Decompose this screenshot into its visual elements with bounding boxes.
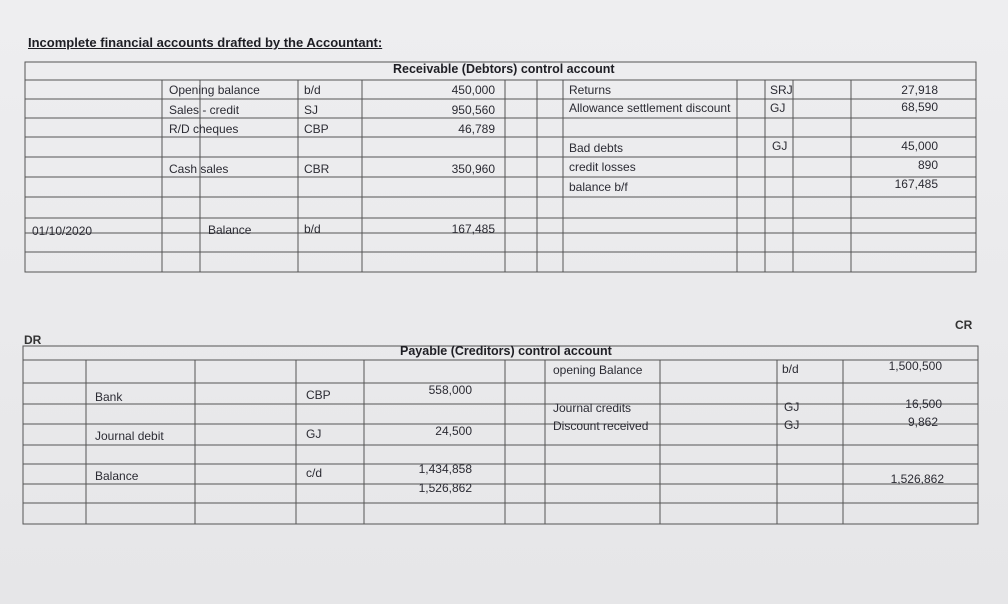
payable-credit-ref: b/d xyxy=(782,362,799,376)
payable-debit-ref: c/d xyxy=(306,466,323,480)
receivable-balance-date: 01/10/2020 xyxy=(32,224,93,238)
payable-credit-amount: 16,500 xyxy=(905,397,942,411)
payable-debit-ref: CBP xyxy=(306,388,331,402)
receivable-credit-amount: 167,485 xyxy=(894,177,938,191)
receivable-balance-amount: 167,485 xyxy=(451,222,495,236)
receivable-debit-amount: 350,960 xyxy=(451,162,495,176)
receivable-debit-ref: CBR xyxy=(304,162,330,176)
receivable-credit-amount: 45,000 xyxy=(901,139,938,153)
payable-credit-label: Discount received xyxy=(553,419,649,433)
receivable-credit-label: Allowance settlement discount xyxy=(569,101,731,115)
receivable-debit-amount: 450,000 xyxy=(451,83,495,97)
receivable-account-title: Receivable (Debtors) control account xyxy=(393,62,615,76)
page-heading: Incomplete financial accounts drafted by the Accountant: xyxy=(28,35,383,50)
payable-debit-ref: GJ xyxy=(306,427,322,441)
receivable-balance-label: Balance xyxy=(208,223,252,237)
debit-side-marker: DR xyxy=(24,333,42,347)
receivable-credit-label: balance b/f xyxy=(569,180,628,194)
receivable-credit-label: Returns xyxy=(569,83,612,97)
receivable-credit-amount: 890 xyxy=(917,158,938,172)
receivable-credit-amount: 68,590 xyxy=(901,100,938,114)
receivable-debit-ref: SJ xyxy=(304,103,319,117)
payable-account-title: Payable (Creditors) control account xyxy=(400,344,612,358)
payable-debit-amount: 1,434,858 xyxy=(418,462,472,476)
payable-credit-ref: GJ xyxy=(784,418,800,432)
receivable-debit-label: R/D cheques xyxy=(169,122,239,136)
receivable-debit-label: Opening balance xyxy=(169,83,260,97)
payable-debit-label: Bank xyxy=(95,390,123,404)
payable-credit-amount: 1,500,500 xyxy=(888,359,942,373)
payable-debit-label: Journal debit xyxy=(95,429,164,443)
receivable-credit-label: credit losses xyxy=(569,160,636,174)
receivable-debit-label: Sales - credit xyxy=(169,103,240,117)
receivable-balance-ref: b/d xyxy=(304,222,321,236)
receivable-debit-ref: CBP xyxy=(304,122,329,136)
payable-debit-amount: 24,500 xyxy=(435,424,472,438)
payable-debit-label: Balance xyxy=(95,469,139,483)
receivable-debit-amount: 46,789 xyxy=(458,122,495,136)
payable-credit-label: opening Balance xyxy=(553,363,643,377)
payable-credit-amount: 9,862 xyxy=(907,415,938,429)
payable-credit-total: 1,526,862 xyxy=(890,472,944,486)
receivable-credit-ref: GJ xyxy=(772,139,788,153)
payable-credit-ref: GJ xyxy=(784,400,800,414)
receivable-credit-ref: SRJ xyxy=(770,83,793,97)
receivable-debit-ref: b/d xyxy=(304,83,321,97)
credit-side-marker: CR xyxy=(955,318,973,332)
receivable-credit-amount: 27,918 xyxy=(901,83,938,97)
receivable-debit-amount: 950,560 xyxy=(451,103,495,117)
payable-debit-total: 1,526,862 xyxy=(418,481,472,495)
receivable-debit-label: Cash sales xyxy=(169,162,229,176)
payable-debit-amount: 558,000 xyxy=(428,383,472,397)
receivable-credit-label: Bad debts xyxy=(569,141,624,155)
receivable-credit-ref: GJ xyxy=(770,101,786,115)
payable-credit-label: Journal credits xyxy=(553,401,632,415)
